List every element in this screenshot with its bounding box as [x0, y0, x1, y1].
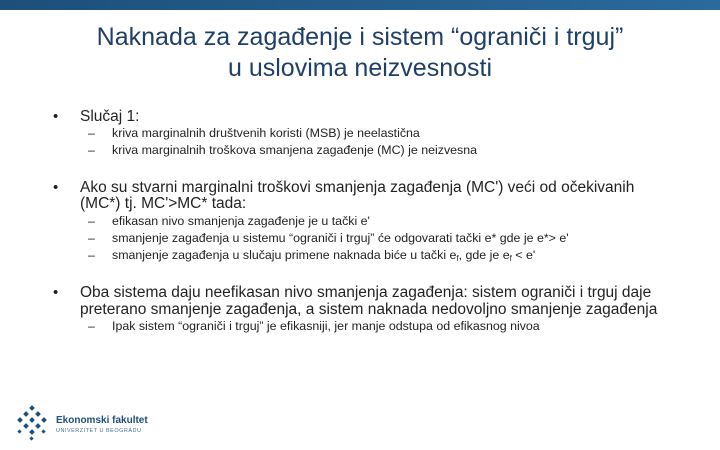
bullet-2-line-1: Ako su stvarni marginalni troškovi smanjenja zagađenja (MC') veći od očekivanih: [80, 179, 635, 196]
top-accent-bar: [0, 0, 720, 10]
sub-item-1-2-text: kriva marginalnih troškova smanjena zagađenje (MC) je neizvesna: [112, 143, 478, 157]
logo-subtitle: UNIVERZITET U BEOGRADU: [56, 428, 142, 434]
slide-title-line-1: Naknada za zagađenje i sistem “ograniči i trguj”: [96, 23, 624, 51]
sub-item-2-3-text: [112, 248, 535, 266]
bullet-3-line-2: preterano smanjenje zagađenja, a sistem naknada nedovoljno smanjenje zagađenja: [80, 301, 658, 318]
faculty-logo: [12, 404, 212, 444]
sub-item-2-3-part-1: smanjenje zagađenja u slučaju primene naknada biće u tački e: [112, 248, 457, 262]
sub-item-2-1-text: efikasan nivo smanjenja zagađenje je u tački e': [112, 214, 370, 228]
bullet-marker: •: [53, 108, 59, 125]
sub-dash: –: [88, 248, 95, 262]
sub-dash: –: [88, 143, 95, 157]
sub-item-2-3-part-3: < e': [511, 248, 536, 262]
sub-item-3-1-text: Ipak sistem “ograniči i trguj” je efikasniji, jer manje odstupa od efikasnog nivoa: [112, 319, 540, 333]
subscript-f: f: [456, 254, 459, 263]
logo-name: Ekonomski fakultet: [56, 415, 148, 426]
slide-title-line-2: u uslovima neizvesnosti: [227, 54, 492, 82]
sub-item-1-1-text: kriva marginalnih društvenih koristi (MSB) je neelastična: [112, 126, 420, 140]
bullet-2-line-2: (MC*) tj. MC'>MC* tada:: [80, 195, 247, 212]
sub-dash: –: [88, 231, 95, 245]
bullet-marker: •: [53, 284, 59, 301]
logo-dots-icon: [12, 404, 52, 444]
sub-dash: –: [88, 126, 95, 140]
slide-title: [20, 22, 700, 84]
bullet-1-text: Slučaj 1:: [80, 108, 140, 125]
sub-item-2-2-text: smanjenje zagađenja u sistemu “ograniči i trguj” će odgovarati tački e* gde je e*> e': [112, 231, 569, 245]
sub-item-2-3-part-2: , gde je e: [458, 248, 510, 262]
bullet-3-line-1: Oba sistema daju neefikasan nivo smanjenja zagađenja: sistem ograniči i trguj daje: [80, 284, 652, 301]
bullet-marker: •: [53, 179, 59, 196]
sub-dash: –: [88, 214, 95, 228]
sub-dash: –: [88, 319, 95, 333]
subscript-f: f: [509, 254, 512, 263]
